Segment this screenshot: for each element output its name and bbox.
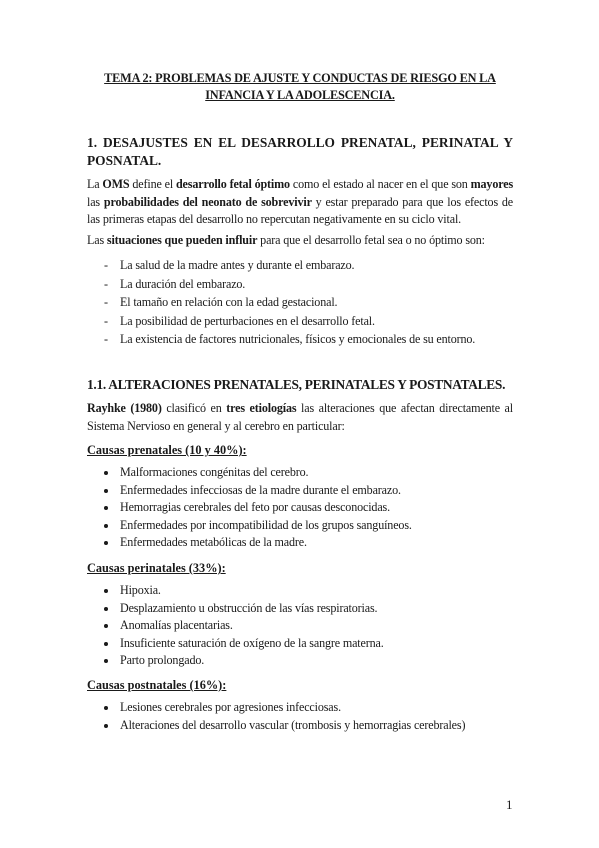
- document-title: [85, 70, 515, 104]
- prenatal-list: [87, 464, 513, 552]
- list-item: Alteraciones del desarrollo vascular (trombosis y hemorragias cerebrales): [87, 717, 513, 735]
- bold-run: mayores: [470, 177, 513, 191]
- list-item: Malformaciones congénitas del cerebro.: [87, 464, 513, 482]
- bold-run: tres etiologías: [226, 401, 297, 415]
- situations-list: [87, 256, 513, 349]
- bold-run: desarrollo fetal óptimo: [175, 177, 290, 191]
- list-item: - La existencia de factores nutricionales, físicos y emocionales de su entorno.: [87, 330, 513, 349]
- list-item: - La posibilidad de perturbaciones en el desarrollo fetal.: [87, 312, 513, 331]
- section-1-heading-line-2: POSNATAL.: [87, 153, 162, 168]
- text-run: las: [87, 194, 104, 209]
- list-item: Hipoxia.: [87, 582, 513, 600]
- text-run: Las: [87, 233, 107, 247]
- paragraph-oms: [87, 176, 513, 229]
- bold-run: Rayhke (1980): [87, 401, 162, 415]
- list-item: Enfermedades por incompatibilidad de los grupos sanguíneos.: [87, 517, 513, 535]
- list-item: Anomalías placentarias.: [87, 617, 513, 635]
- section-1-heading-line-1: 1. DESAJUSTES EN EL DESARROLLO PRENATAL, PERINATAL Y: [87, 135, 513, 150]
- page-number: 1: [506, 797, 513, 812]
- list-item: - La salud de la madre antes y durante el embarazo.: [87, 256, 513, 275]
- list-item: Parto prolongado.: [87, 652, 513, 670]
- postnatal-list: [87, 699, 513, 734]
- bold-run: probabilidades del neonato de sobrevivir: [103, 194, 312, 209]
- list-item: Lesiones cerebrales por agresiones infecciosas.: [87, 699, 513, 717]
- list-item: Hemorragias cerebrales del feto por causas desconocidas.: [87, 499, 513, 517]
- list-item: - La duración del embarazo.: [87, 275, 513, 294]
- bold-run: situaciones que pueden influir: [106, 233, 258, 247]
- paragraph-rayhke: [87, 400, 513, 435]
- section-1-1-heading: 1.1. ALTERACIONES PRENATALES, PERINATALES Y POSTNATALES.: [87, 377, 506, 392]
- section-1-heading: [87, 134, 513, 170]
- bold-run: OMS: [102, 177, 130, 191]
- postnatal-heading: Causas postnatales (16%):: [87, 678, 227, 692]
- perinatal-heading: Causas perinatales (33%):: [87, 561, 226, 575]
- text-run: define el: [129, 177, 176, 191]
- paragraph-situaciones: [87, 232, 513, 250]
- text-run: clasificó en: [161, 401, 227, 415]
- list-item: Insuficiente saturación de oxígeno de la sangre materna.: [87, 635, 513, 653]
- title-line-1: TEMA 2: PROBLEMAS DE AJUSTE Y CONDUCTAS DE RIESGO EN LA: [104, 71, 496, 85]
- title-line-2: INFANCIA Y LA ADOLESCENCIA.: [205, 88, 395, 102]
- perinatal-list: [87, 582, 513, 670]
- text-run: La: [87, 177, 103, 191]
- list-item: Enfermedades infecciosas de la madre durante el embarazo.: [87, 482, 513, 500]
- list-item: - El tamaño en relación con la edad gestacional.: [87, 293, 513, 312]
- text-run: como el estado al nacer en el que son: [289, 177, 471, 191]
- text-run: y estar preparado para que los efectos de las primeras etapas del desarrollo no repercutan negativamente en su ciclo vital.: [87, 194, 514, 226]
- text-run: las alteraciones que afectan directamente al Sistema Nervioso en general y al cerebro en particular:: [87, 401, 513, 433]
- list-item: Enfermedades metabólicas de la madre.: [87, 534, 513, 552]
- list-item: Desplazamiento u obstrucción de las vías respiratorias.: [87, 600, 513, 618]
- prenatal-heading: Causas prenatales (10 y 40%):: [87, 443, 247, 457]
- text-run: para que el desarrollo fetal sea o no óptimo son:: [257, 233, 485, 247]
